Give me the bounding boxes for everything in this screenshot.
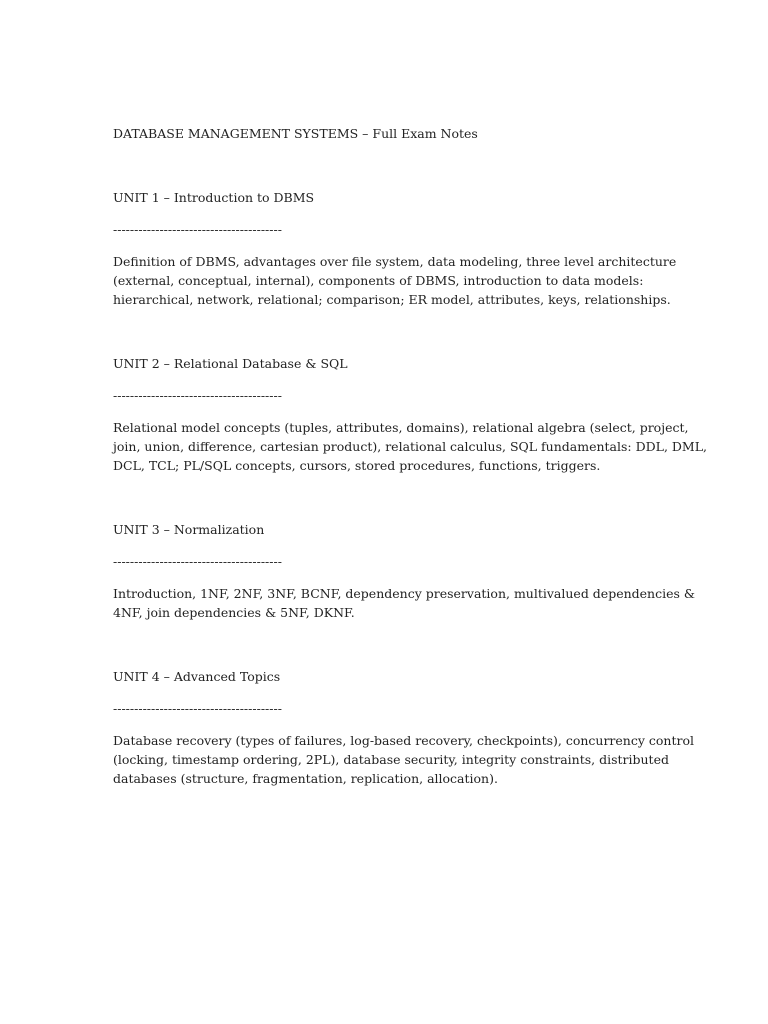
unit-2-body [113, 418, 707, 475]
unit-4-body [113, 731, 694, 788]
unit-4-body-line-1: Database recovery (types of failures, log-based recovery, checkpoints), concurrency control [113, 733, 694, 748]
unit-4-section [113, 667, 694, 788]
unit-1-body [113, 252, 677, 309]
unit-1-body-line-3: hierarchical, network, relational; comparison; ER model, attributes, keys, relationships. [113, 292, 671, 307]
unit-3-section [113, 520, 696, 622]
unit-3-body [113, 584, 696, 622]
unit-2-heading: UNIT 2 – Relational Database & SQL [113, 356, 348, 371]
document-page [113, 124, 707, 833]
unit-1-divider: ---------------------------------------- [113, 222, 282, 237]
unit-2-body-line-2: join, union, difference, cartesian product), relational calculus, SQL fundamentals: DDL, DML, [113, 439, 707, 454]
unit-4-body-line-3: databases (structure, fragmentation, replication, allocation). [113, 771, 498, 786]
unit-1-body-line-2: (external, conceptual, internal), components of DBMS, introduction to data models: [113, 273, 644, 288]
unit-3-body-line-2: 4NF, join dependencies & 5NF, DKNF. [113, 605, 355, 620]
unit-3-divider: ---------------------------------------- [113, 554, 282, 569]
unit-1-section [113, 188, 677, 309]
unit-4-body-line-2: (locking, timestamp ordering, 2PL), database security, integrity constraints, distributed [113, 752, 669, 767]
unit-2-divider: ---------------------------------------- [113, 388, 282, 403]
unit-2-body-line-1: Relational model concepts (tuples, attributes, domains), relational algebra (select, project, [113, 420, 689, 435]
unit-1-body-line-1: Definition of DBMS, advantages over file system, data modeling, three level architecture [113, 254, 677, 269]
unit-2-section [113, 354, 707, 475]
unit-3-body-line-1: Introduction, 1NF, 2NF, 3NF, BCNF, dependency preservation, multivalued dependencies & [113, 586, 696, 601]
unit-4-heading: UNIT 4 – Advanced Topics [113, 669, 281, 684]
document-title: DATABASE MANAGEMENT SYSTEMS – Full Exam Notes [113, 126, 478, 141]
unit-4-divider: ---------------------------------------- [113, 701, 282, 716]
unit-3-heading: UNIT 3 – Normalization [113, 522, 265, 537]
unit-1-heading: UNIT 1 – Introduction to DBMS [113, 190, 315, 205]
unit-2-body-line-3: DCL, TCL; PL/SQL concepts, cursors, stored procedures, functions, triggers. [113, 458, 601, 473]
